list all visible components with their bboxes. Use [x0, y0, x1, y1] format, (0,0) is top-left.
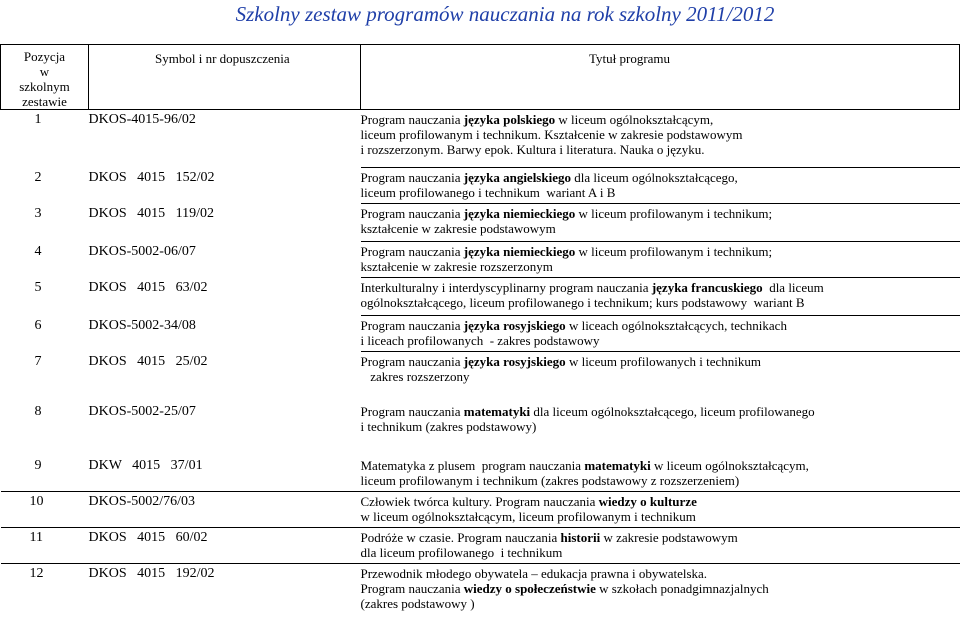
- program-text: w liceum ogólnokształcącym,: [555, 112, 714, 127]
- row-position-number: 6: [34, 317, 42, 333]
- program-text: (zakres podstawowy ): [360, 596, 475, 611]
- table-row: [1, 528, 960, 564]
- table-row: [1, 278, 960, 316]
- row-position-number: 5: [34, 279, 42, 295]
- table-row: [1, 564, 960, 614]
- program-text: zakres rozszerzony: [360, 369, 470, 384]
- program-subject: języka angielskiego: [463, 170, 571, 185]
- program-text: liceum profilowanego i technikum wariant A i B: [360, 185, 616, 200]
- table-row: [1, 204, 960, 242]
- program-subject: języka rosyjskiego: [463, 318, 566, 333]
- program-text: i rozszerzonym. Barwy epok. Kultura i literatura. Nauka o języku.: [360, 142, 705, 157]
- program-title-line: [361, 509, 960, 524]
- program-text: dla liceum ogólnokształcącego, liceum profilowanego: [530, 403, 815, 419]
- row-position-number: 1: [34, 112, 42, 127]
- row-position-number: 4: [34, 243, 42, 259]
- program-title-line: [361, 566, 960, 581]
- row-program-title: [361, 316, 960, 352]
- program-title-line: [361, 419, 960, 434]
- program-text: Program nauczania: [360, 206, 464, 221]
- program-text: w liceum ogólnokształcącym,: [650, 457, 809, 473]
- program-title-line: [361, 596, 960, 611]
- row-symbol: DKOS 4015 25/02: [88, 353, 208, 369]
- row-symbol: DKOS-5002-06/07: [88, 243, 196, 259]
- header-title: Tytuł programu: [361, 45, 960, 110]
- table-header: [1, 45, 960, 110]
- row-position-number: 8: [34, 403, 42, 419]
- table-body: [1, 110, 960, 614]
- table-row: [1, 402, 960, 456]
- program-text: Człowiek twórca kultury. Program nauczania: [360, 494, 599, 509]
- program-title-line: [361, 280, 960, 295]
- program-text: Przewodnik młodego obywatela – edukacja prawna i obywatelska.: [360, 566, 708, 581]
- row-program-title: [361, 402, 960, 456]
- row-position-number: 2: [34, 169, 42, 185]
- program-subject: matematyki: [463, 403, 531, 419]
- row-position-number: 10: [1, 492, 89, 528]
- table-row: [1, 110, 960, 168]
- program-title-line: [361, 369, 960, 384]
- program-subject: języka niemieckiego: [463, 206, 576, 221]
- header-position-line: Pozycja: [23, 49, 66, 64]
- program-text: ogólnokształcącego, liceum profilowanego i technikum; kurs podstawowy wariant B: [360, 295, 805, 310]
- program-text: Podróże w czasie. Program nauczania: [360, 530, 561, 545]
- program-text: dla liceum profilowanego i technikum: [360, 545, 563, 560]
- header-position-line: szkolnym: [19, 79, 70, 94]
- program-text: w liceum profilowanym i technikum;: [575, 244, 773, 259]
- program-text: kształcenie w zakresie rozszerzonym: [360, 259, 553, 274]
- curriculum-table-wrap: [0, 44, 960, 614]
- row-program-title: [361, 278, 960, 316]
- row-position-number: 9: [1, 456, 89, 492]
- program-text: dla liceum ogólnokształcącego,: [570, 170, 738, 185]
- program-text: Interkulturalny i interdyscyplinarny program nauczania: [360, 280, 652, 295]
- program-title-line: [361, 458, 960, 473]
- program-subject: wiedzy o kulturze: [598, 494, 697, 509]
- row-program-title: [361, 110, 960, 168]
- program-text: Program nauczania: [360, 403, 464, 419]
- program-text: Program nauczania: [360, 112, 464, 127]
- program-title-line: [361, 545, 960, 560]
- row-symbol: DKOS-5002-34/08: [88, 317, 196, 333]
- program-text: w liceum profilowanym i technikum;: [575, 206, 773, 221]
- row-position-number: 3: [34, 205, 42, 221]
- row-symbol: DKOS 4015 152/02: [88, 169, 215, 185]
- program-title-line: [361, 244, 960, 259]
- program-title-line: [361, 127, 960, 142]
- program-text: Program nauczania: [360, 354, 464, 369]
- row-position-number: 12: [29, 566, 44, 581]
- header-position: [1, 45, 89, 110]
- row-symbol: DKOS 4015 192/02: [88, 566, 215, 581]
- program-subject: języka niemieckiego: [463, 244, 576, 259]
- program-title-line: [361, 333, 960, 348]
- curriculum-table: [0, 44, 960, 614]
- program-title-line: [361, 170, 960, 185]
- page-title: Szkolny zestaw programów nauczania na rok szkolny 2011/2012: [235, 2, 775, 26]
- program-title-line: [361, 185, 960, 200]
- row-symbol: DKOS-5002/76/03: [89, 492, 361, 528]
- row-symbol: DKOS 4015 119/02: [88, 205, 214, 221]
- program-title-line: [361, 354, 960, 369]
- table-row: [1, 316, 960, 352]
- program-title-line: [361, 404, 960, 419]
- program-title-line: [361, 142, 960, 157]
- row-program-title: [361, 456, 960, 492]
- program-text: Program nauczania: [360, 318, 464, 333]
- program-title-line: [361, 318, 960, 333]
- program-text: w szkołach ponadgimnazjalnych: [595, 581, 769, 596]
- program-text: w liceach ogólnokształcących, technikach: [565, 318, 787, 333]
- table-row: [1, 352, 960, 402]
- program-title-line: [361, 259, 960, 274]
- row-symbol: DKOS-5002-25/07: [88, 403, 196, 419]
- program-subject: języka francuskiego: [651, 280, 763, 295]
- program-text: Program nauczania: [360, 170, 464, 185]
- program-text: Program nauczania: [360, 581, 464, 596]
- table-row: [1, 492, 960, 528]
- row-symbol: DKOS 4015 63/02: [88, 279, 208, 295]
- program-text: w zakresie podstawowym: [600, 530, 738, 545]
- header-position-line: w: [39, 64, 50, 79]
- program-subject: matematyki: [584, 457, 651, 473]
- program-subject: języka rosyjskiego: [463, 354, 566, 369]
- program-text: liceum profilowanym i technikum. Kształcenie w zakresie podstawowym: [360, 127, 743, 142]
- program-text: i technikum (zakres podstawowy): [360, 418, 537, 434]
- row-program-title: [361, 204, 960, 242]
- row-position-number: 11: [1, 528, 89, 564]
- row-symbol: DKOS 4015 60/02: [89, 528, 361, 564]
- row-program-title: [361, 168, 960, 204]
- row-program-title: [361, 528, 960, 564]
- row-program-title: [361, 564, 960, 614]
- program-title-line: [361, 221, 960, 236]
- row-program-title: [361, 492, 960, 528]
- program-title-line: [361, 494, 960, 509]
- header-position-line: zestawie: [22, 94, 67, 109]
- table-row: [1, 242, 960, 278]
- program-text: liceum profilowanym i technikum (zakres podstawowy z rozszerzeniem): [360, 472, 740, 488]
- program-title-line: [361, 206, 960, 221]
- program-title-line: [361, 581, 960, 596]
- row-program-title: [361, 242, 960, 278]
- program-text: dla liceum: [762, 280, 824, 295]
- program-text: Matematyka z plusem program nauczania: [360, 457, 585, 473]
- program-subject: wiedzy o społeczeństwie: [463, 581, 596, 596]
- program-title-line: [361, 295, 960, 310]
- program-text: w liceum profilowanych i technikum: [565, 354, 761, 369]
- program-text: i liceach profilowanych - zakres podstawowy: [360, 333, 600, 348]
- program-text: kształcenie w zakresie podstawowym: [360, 221, 556, 236]
- table-row: [1, 456, 960, 492]
- row-symbol: DKOS-4015-96/02: [88, 112, 196, 127]
- program-subject: języka polskiego: [463, 112, 556, 127]
- row-position-number: 7: [34, 353, 42, 369]
- table-row: [1, 168, 960, 204]
- program-title-line: [361, 473, 960, 488]
- header-symbol: Symbol i nr dopuszczenia: [89, 45, 361, 110]
- program-text: Program nauczania: [360, 244, 464, 259]
- program-subject: historii: [560, 530, 601, 545]
- program-title-line: [361, 530, 960, 545]
- row-program-title: [361, 352, 960, 402]
- row-symbol: DKW 4015 37/01: [89, 456, 361, 492]
- program-title-line: [361, 112, 960, 127]
- program-text: w liceum ogólnokształcącym, liceum profilowanym i technikum: [360, 509, 696, 524]
